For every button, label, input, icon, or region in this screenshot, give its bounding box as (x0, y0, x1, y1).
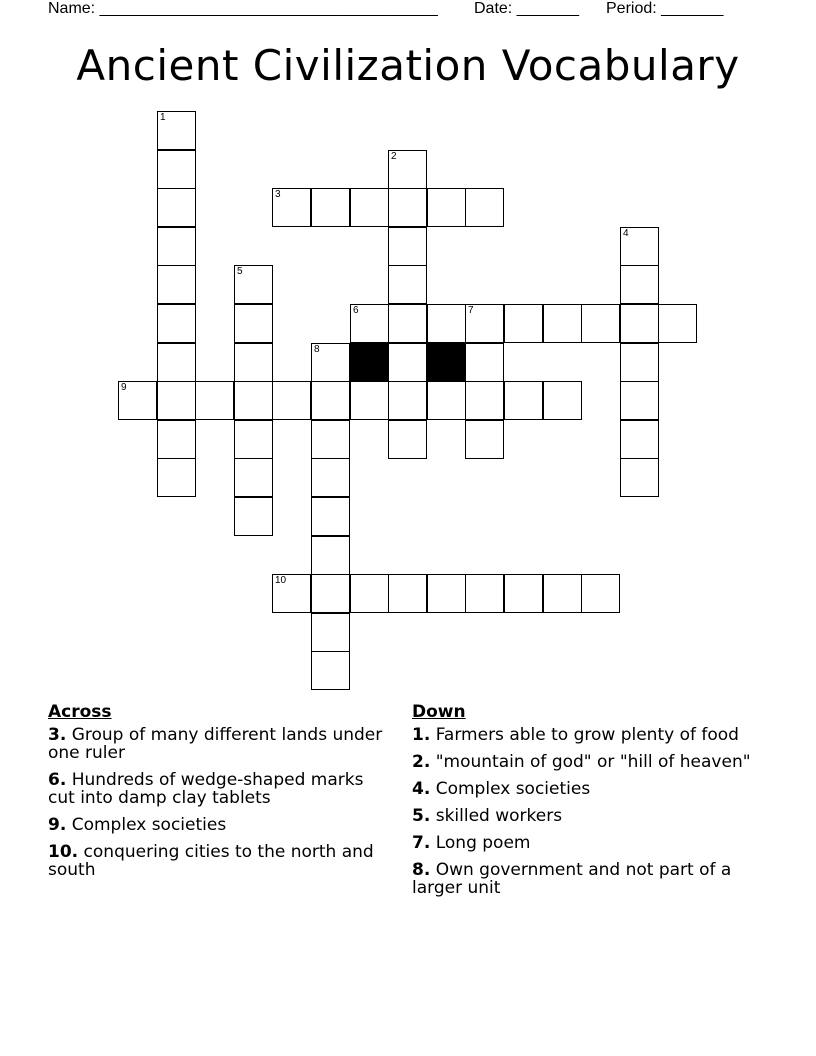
grid-cell[interactable] (311, 574, 350, 613)
grid-cell[interactable] (388, 420, 427, 459)
grid-cell[interactable] (311, 458, 350, 497)
cell-number: 7 (468, 305, 474, 316)
cell-number: 8 (314, 344, 320, 355)
grid-cell[interactable] (427, 381, 466, 420)
clue-text: Complex societies (435, 779, 591, 799)
grid-cell[interactable] (157, 343, 196, 382)
clue-text: Long poem (435, 833, 531, 853)
across-heading: Across (48, 702, 112, 722)
grid-cell[interactable] (311, 381, 350, 420)
grid-cell[interactable] (465, 188, 504, 227)
grid-cell[interactable] (504, 574, 543, 613)
grid-cell[interactable] (157, 227, 196, 266)
cell-number: 3 (275, 189, 281, 200)
clue-number: 1 (412, 725, 424, 745)
grid-cell[interactable] (234, 343, 273, 382)
grid-cell[interactable] (234, 420, 273, 459)
grid-cell[interactable] (311, 188, 350, 227)
grid-cell[interactable] (427, 188, 466, 227)
clue-item: 5. skilled workers (412, 806, 563, 826)
grid-cell[interactable] (157, 111, 196, 150)
grid-cell[interactable] (234, 497, 273, 536)
clue-number: 2 (412, 752, 424, 772)
grid-cell[interactable] (620, 420, 659, 459)
clue-text: Own government and not part of a larger unit (412, 860, 732, 898)
cell-number: 1 (160, 112, 166, 123)
cell-number: 6 (353, 305, 359, 316)
name-field-label: Name: ______________________________________ (48, 0, 438, 17)
grid-cell[interactable] (311, 536, 350, 575)
cell-number: 4 (623, 228, 629, 239)
clue-number: 3 (48, 725, 60, 745)
grid-cell[interactable] (157, 304, 196, 343)
cell-number: 10 (275, 575, 287, 586)
black-cell (427, 343, 466, 382)
down-clues (412, 702, 757, 906)
clue-item: 1. Farmers able to grow plenty of food (412, 725, 739, 745)
grid-cell[interactable] (388, 150, 427, 189)
clue-item: 7. Long poem (412, 833, 531, 853)
clue-number: 8 (412, 860, 424, 880)
grid-cell[interactable] (465, 304, 504, 343)
grid-cell[interactable] (620, 227, 659, 266)
grid-cell[interactable] (504, 381, 543, 420)
grid-cell[interactable] (543, 304, 582, 343)
grid-cell[interactable] (234, 304, 273, 343)
clue-text: skilled workers (435, 806, 563, 826)
grid-cell[interactable] (620, 381, 659, 420)
clue-item: 6. Hundreds of wedge-shaped marks cut into damp clay tablets (48, 770, 364, 808)
grid-cell[interactable] (620, 265, 659, 304)
grid-cell[interactable] (465, 381, 504, 420)
clue-text: Farmers able to grow plenty of food (435, 725, 739, 745)
grid-cell[interactable] (543, 381, 582, 420)
grid-cell[interactable] (157, 188, 196, 227)
grid-cell[interactable] (272, 381, 311, 420)
cell-number: 9 (121, 382, 127, 393)
black-cell (350, 343, 389, 382)
clue-item: 10. conquering cities to the north and south (48, 842, 374, 880)
grid-cell[interactable] (157, 381, 196, 420)
clue-number: 9 (48, 815, 60, 835)
clue-number: 4 (412, 779, 424, 799)
grid-cell[interactable] (195, 381, 234, 420)
grid-cell[interactable] (311, 651, 350, 690)
grid-cell[interactable] (272, 188, 311, 227)
grid-cell[interactable] (465, 343, 504, 382)
down-heading: Down (412, 702, 466, 722)
grid-cell[interactable] (388, 574, 427, 613)
across-clues (48, 702, 393, 888)
grid-cell[interactable] (350, 381, 389, 420)
cell-number: 5 (237, 266, 243, 277)
grid-cell[interactable] (427, 304, 466, 343)
grid-cell[interactable] (581, 304, 620, 343)
grid-cell[interactable] (272, 574, 311, 613)
grid-cell[interactable] (350, 188, 389, 227)
grid-cell[interactable] (543, 574, 582, 613)
grid-cell[interactable] (658, 304, 697, 343)
grid-cell[interactable] (581, 574, 620, 613)
clue-number: 6 (48, 770, 60, 790)
grid-cell[interactable] (234, 458, 273, 497)
clue-item: 3. Group of many different lands under one ruler (48, 725, 383, 763)
grid-cell[interactable] (311, 343, 350, 382)
clue-item: 2. "mountain of god" or "hill of heaven" (412, 752, 751, 772)
grid-cell[interactable] (504, 304, 543, 343)
grid-cell[interactable] (427, 574, 466, 613)
grid-cell[interactable] (118, 381, 157, 420)
grid-cell[interactable] (388, 265, 427, 304)
clue-item: 8. Own government and not part of a larger unit (412, 860, 732, 898)
clue-text: conquering cities to the north and south (48, 842, 374, 880)
grid-cell[interactable] (465, 574, 504, 613)
grid-cell[interactable] (234, 381, 273, 420)
grid-cell[interactable] (157, 265, 196, 304)
date-field-label: Date: _______ (474, 0, 579, 17)
clue-text: Complex societies (71, 815, 227, 835)
grid-cell[interactable] (465, 420, 504, 459)
grid-cell[interactable] (311, 497, 350, 536)
period-field-label: Period: _______ (606, 0, 724, 17)
grid-cell[interactable] (311, 613, 350, 652)
grid-cell[interactable] (388, 227, 427, 266)
clue-text: "mountain of god" or "hill of heaven" (435, 752, 751, 772)
grid-cell[interactable] (157, 420, 196, 459)
grid-cell[interactable] (350, 574, 389, 613)
grid-cell[interactable] (157, 458, 196, 497)
grid-cell[interactable] (388, 188, 427, 227)
clue-number: 10 (48, 842, 72, 862)
clue-text: Hundreds of wedge-shaped marks cut into damp clay tablets (48, 770, 364, 808)
page-title: Ancient Civilization Vocabulary (76, 41, 740, 90)
grid-cell[interactable] (350, 304, 389, 343)
grid-cell[interactable] (234, 265, 273, 304)
clue-text: Group of many different lands under one ruler (48, 725, 383, 763)
clue-number: 5 (412, 806, 424, 826)
grid-cell[interactable] (157, 150, 196, 189)
clue-item: 9. Complex societies (48, 815, 227, 835)
grid-cell[interactable] (311, 420, 350, 459)
grid-cell[interactable] (620, 458, 659, 497)
grid-cell[interactable] (388, 381, 427, 420)
grid-cell[interactable] (388, 304, 427, 343)
cell-number: 2 (391, 151, 397, 162)
clue-number: 7 (412, 833, 424, 853)
grid-cell[interactable] (620, 343, 659, 382)
grid-cell[interactable] (388, 343, 427, 382)
grid-cell[interactable] (620, 304, 659, 343)
clue-item: 4. Complex societies (412, 779, 591, 799)
